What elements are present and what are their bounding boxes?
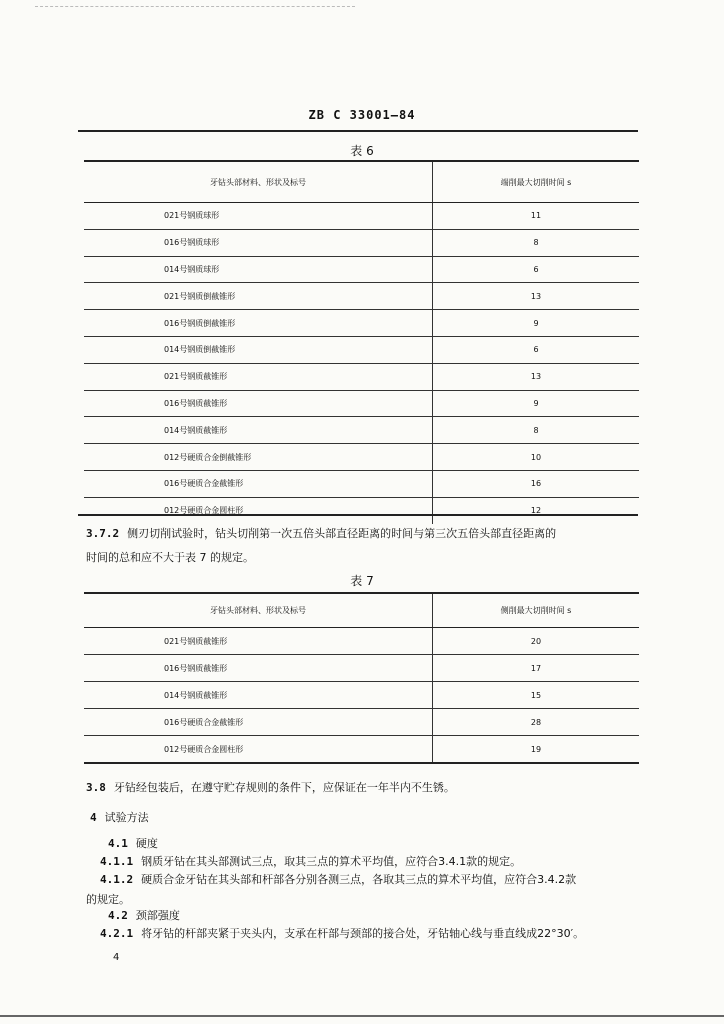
table-row: [84, 655, 639, 682]
table7-col1-header: 牙钻头部材料、形状及标号: [84, 593, 433, 628]
row-value: 28: [433, 709, 640, 736]
header-rule: [78, 130, 638, 132]
paragraph-3-8: [86, 778, 646, 798]
row-label: 021号钢质截锥形: [84, 628, 433, 655]
row-value: 19: [433, 736, 640, 764]
row-label: 014号钢质球形: [84, 256, 433, 283]
row-value: 10: [433, 444, 640, 471]
row-label: 012号硬质合金圆柱形: [84, 736, 433, 764]
paragraph-3-7-2-continuation: 时间的总和应不大于表 7 的规定。: [86, 551, 254, 564]
clause-number: 3.7.2: [86, 527, 120, 540]
table-row: [84, 363, 639, 390]
scan-artifact: [0, 1015, 724, 1017]
clause-text: 牙钻经包装后，在遵守贮存规则的条件下，应保证在一年半内不生锈。: [113, 781, 455, 794]
row-label: 016号硬质合金截锥形: [84, 470, 433, 497]
section-title: 试验方法: [104, 811, 149, 824]
row-label: 014号钢质倒截锥形: [84, 336, 433, 363]
clause-text: 将牙钻的杆部夹紧于夹头内，支承在杆部与颈部的接合处，牙钻轴心线与垂直线成22°30′。: [141, 927, 585, 940]
table-row: [84, 736, 639, 764]
table6-bottom-rule: [78, 514, 638, 516]
paragraph-4-1-2: [100, 870, 660, 890]
table-row: [84, 628, 639, 655]
table6-col2-header: 端削最大切削时间 s: [433, 161, 640, 203]
paragraph-4-1-2-continuation: 的规定。: [86, 893, 130, 906]
table-row: [84, 709, 639, 736]
table-row: [84, 336, 639, 363]
clause-number: 4.2: [108, 909, 128, 922]
heading-4-1: [108, 834, 668, 854]
clause-title: 颈部强度: [135, 909, 180, 922]
table7-caption: 表 7: [350, 574, 374, 588]
row-value: 17: [433, 655, 640, 682]
table-row: [84, 444, 639, 471]
row-value: 9: [433, 390, 640, 417]
row-label: 012号硬质合金圆柱形: [84, 497, 433, 523]
clause-number: 3.8: [86, 781, 106, 794]
table-header-row: [84, 161, 639, 203]
table7-col2-header: 侧削最大切削时间 s: [433, 593, 640, 628]
section-4-heading: [90, 808, 650, 828]
row-value: 13: [433, 363, 640, 390]
table-row: [84, 417, 639, 444]
clause-number: 4.1: [108, 837, 128, 850]
row-label: 016号钢质球形: [84, 229, 433, 256]
row-label: 021号钢质截锥形: [84, 363, 433, 390]
clause-text: 钢质牙钻在其头部测试三点，取其三点的算术平均值，应符合3.4.1款的规定。: [141, 855, 522, 868]
row-label: 016号硬质合金截锥形: [84, 709, 433, 736]
table6-caption: 表 6: [350, 144, 374, 158]
paragraph-4-1-1: [100, 852, 660, 872]
row-value: 11: [433, 203, 640, 230]
row-label: 012号硬质合金倒截锥形: [84, 444, 433, 471]
row-value: 6: [433, 336, 640, 363]
row-label: 014号钢质截锥形: [84, 682, 433, 709]
table-row: [84, 310, 639, 337]
row-value: 16: [433, 470, 640, 497]
clause-number: 4.2.1: [100, 927, 134, 940]
table-row: [84, 256, 639, 283]
standard-code: ZB C 33001—84: [308, 108, 416, 122]
table6-col1-header: 牙钻头部材料、形状及标号: [84, 161, 433, 203]
row-value: 15: [433, 682, 640, 709]
clause-text: 硬质合金牙钻在其头部和杆部各分别各测三点，各取其三点的算术平均值，应符合3.4.2款: [141, 873, 577, 886]
table-header-row: [84, 593, 639, 628]
row-value: 12: [530, 506, 542, 516]
table-row: [84, 682, 639, 709]
row-label: 021号钢质倒截锥形: [84, 283, 433, 310]
paragraph-4-2-1: [100, 924, 660, 944]
table-row: [84, 203, 639, 230]
row-label: 016号钢质倒截锥形: [84, 310, 433, 337]
table-row: [84, 283, 639, 310]
table-row: [84, 229, 639, 256]
row-value: 8: [433, 229, 640, 256]
row-value: 20: [433, 628, 640, 655]
row-label: 016号钢质截锥形: [84, 390, 433, 417]
row-value: 13: [433, 283, 640, 310]
clause-title: 硬度: [135, 837, 158, 850]
clause-number: 4.1.2: [100, 873, 134, 886]
heading-4-2: [108, 906, 668, 926]
row-value: 6: [433, 256, 640, 283]
table-row: [84, 390, 639, 417]
row-label: 014号钢质截锥形: [84, 417, 433, 444]
row-value: 8: [433, 417, 640, 444]
table-6: [84, 160, 639, 524]
paragraph-3-7-2: [86, 524, 646, 544]
clause-text: 侧刃切削试验时，钻头切削第一次五倍头部直径距离的时间与第三次五倍头部直径距离的: [127, 527, 557, 540]
table-row: [84, 470, 639, 497]
row-label: 016号钢质截锥形: [84, 655, 433, 682]
row-value: 9: [433, 310, 640, 337]
table-row: [84, 497, 639, 523]
clause-number: 4.1.1: [100, 855, 134, 868]
row-label: 021号钢质球形: [84, 203, 433, 230]
table-7: [84, 592, 639, 764]
scan-artifact: [35, 6, 355, 7]
section-number: 4: [90, 811, 97, 824]
page-number: 4: [113, 952, 120, 963]
